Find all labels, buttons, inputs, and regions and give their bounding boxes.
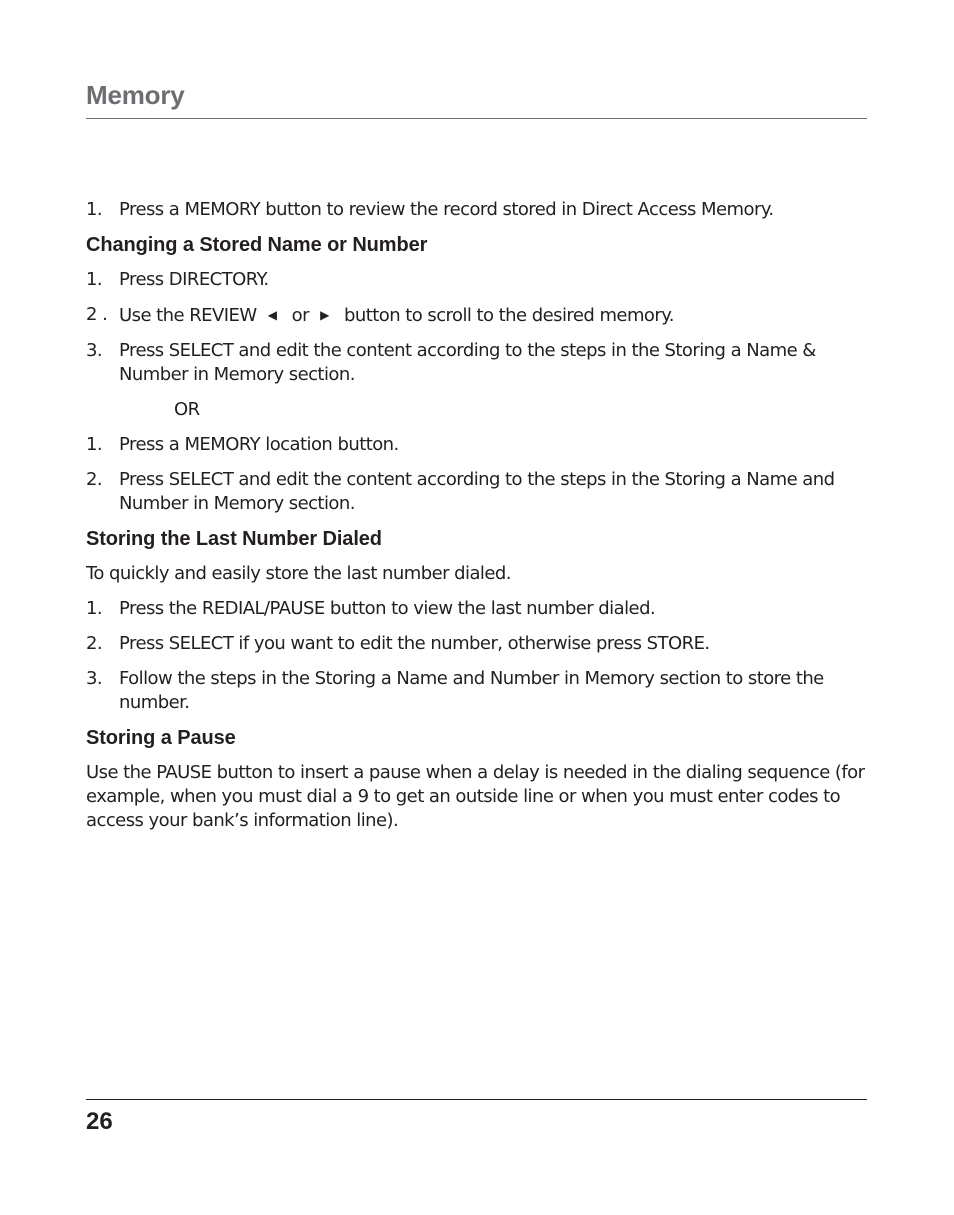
heading-storing-pause: Storing a Pause	[86, 727, 236, 749]
pause-body: Use the PAUSE button to insert a pause when a delay is needed in the dialing sequence (for example, when you must dial a 9 to get an outside line or when you must enter codes to access your bank’s information line).	[86, 762, 865, 831]
step-number: 3.	[86, 340, 103, 361]
page-title: Memory	[86, 80, 185, 110]
last-number-step	[86, 667, 871, 715]
changing-step	[86, 268, 871, 292]
page-footer	[86, 1099, 867, 1135]
step-number: 1.	[86, 598, 103, 619]
changing-step	[86, 468, 871, 516]
step-number: 3.	[86, 668, 103, 689]
heading-changing-stored-name: Changing a Stored Name or Number	[86, 234, 428, 256]
left-arrow-icon: ◀	[267, 308, 277, 322]
changing-step	[86, 339, 871, 387]
page-content	[86, 198, 871, 844]
or-separator: OR	[174, 399, 200, 420]
step-number: 2.	[86, 469, 103, 490]
step-number: 2.	[86, 633, 103, 654]
step-number: 1.	[86, 269, 103, 290]
step-text: Press SELECT and edit the content according to the steps in the Storing a Name & Number in Memory section.	[119, 340, 816, 385]
right-arrow-icon: ▶	[320, 308, 329, 322]
last-number-step	[86, 597, 871, 621]
last-number-intro: To quickly and easily store the last number dialed.	[86, 563, 511, 584]
review-text-after: button to scroll to the desired memory.	[343, 305, 674, 326]
step-text: Follow the steps in the Storing a Name and Number in Memory section to store the number.	[119, 668, 824, 713]
last-number-step	[86, 632, 871, 656]
intro-step	[86, 198, 871, 222]
heading-storing-last-number: Storing the Last Number Dialed	[86, 528, 382, 550]
step-text: Press the REDIAL/PAUSE button to view the last number dialed.	[119, 598, 656, 619]
step-text: Press DIRECTORY.	[119, 269, 269, 290]
step-text: Press SELECT if you want to edit the number, otherwise press STORE.	[119, 633, 710, 654]
step-number: 1.	[86, 199, 103, 220]
step-text: Press a MEMORY location button.	[119, 434, 399, 455]
review-text-or: or	[291, 305, 309, 326]
page-number: 26	[86, 1108, 113, 1135]
step-number: 1.	[86, 434, 103, 455]
step-text	[119, 303, 871, 328]
page-header	[86, 78, 867, 119]
step-text: Press a MEMORY button to review the record stored in Direct Access Memory.	[119, 199, 774, 220]
step-text: Press SELECT and edit the content according to the steps in the Storing a Name and Number in Memory section.	[119, 469, 835, 514]
review-text-before: Use the REVIEW	[119, 305, 257, 326]
changing-step-review	[86, 303, 871, 328]
step-number: 2 .	[86, 304, 108, 325]
changing-step	[86, 433, 871, 457]
